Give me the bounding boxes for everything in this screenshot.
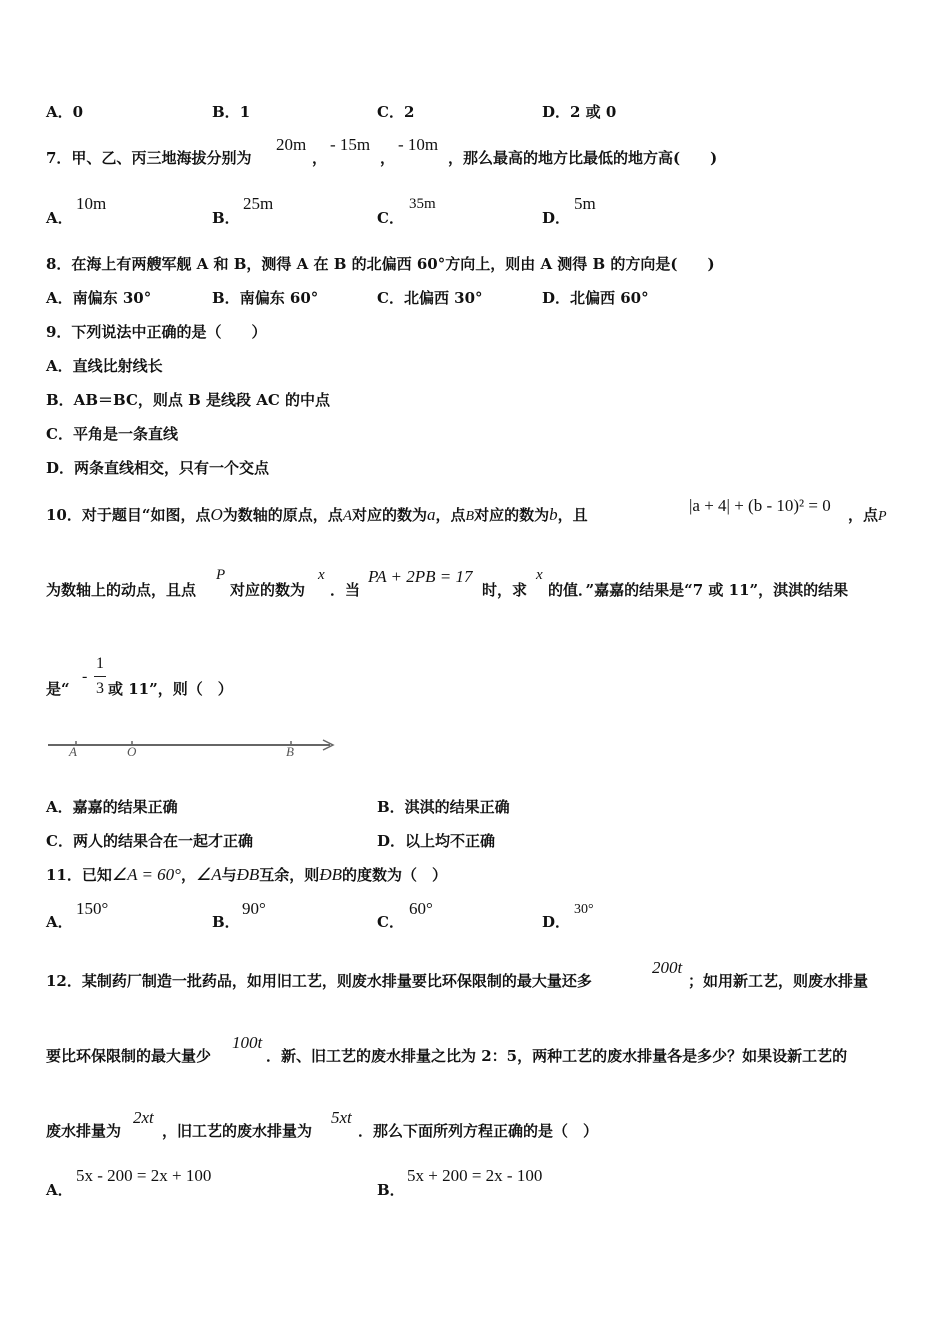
option-text: 2	[403, 103, 415, 121]
q6-option-a	[46, 102, 83, 122]
q10-equation-2: PA + 2PB = 17	[368, 567, 473, 586]
q10-text: 对应的数为	[351, 506, 427, 524]
axis-label-b: B	[286, 744, 294, 759]
q10-option-d: D．以上均不正确	[377, 832, 496, 850]
option-label: B．	[212, 103, 240, 121]
q12-option-a-label: A．	[46, 1181, 73, 1199]
option-label: A．	[46, 103, 73, 121]
q10-fraction-num: 1	[96, 655, 104, 672]
q12-line-3a: 废水排量为	[46, 1122, 122, 1140]
q10-equation: |a + 4| + (b - 10)² = 0	[689, 496, 831, 515]
point-o: O	[210, 505, 223, 524]
q6-option-c	[377, 102, 414, 122]
option-text: 北偏西 60°	[570, 289, 649, 307]
q7-stem-suffix: ，那么最高的地方比最低的地方高( )	[448, 149, 718, 167]
q12-line-2b: ．新、旧工艺的废水排量之比为 2：5，两种工艺的废水排量各是多少？如果设新工艺的	[266, 1047, 848, 1065]
q10-point-p: P	[216, 567, 226, 583]
q8-option-d	[542, 288, 649, 308]
q12-line-3b: ，旧工艺的废水排量为	[162, 1122, 313, 1140]
q12-line-1b: ；如用新工艺，则废水排量	[688, 972, 869, 990]
q11-angle-a-2: ∠A	[195, 865, 222, 884]
option-label: B．	[212, 289, 240, 307]
q7-option-b-text: 25m	[243, 194, 274, 213]
q7-option-d-label: D．	[542, 209, 571, 227]
q7-option-a-label: A．	[46, 209, 73, 227]
q10-option-c: C．两人的结果合在一起才正确	[46, 832, 253, 850]
q10-text: 对应的数为	[474, 506, 550, 524]
option-label: D．	[542, 103, 571, 121]
q12-line-2a: 要比环保限制的最大量少	[46, 1047, 212, 1065]
q12-option-b-label: B．	[377, 1181, 405, 1199]
q10-line-1	[46, 505, 588, 527]
q7-stem-prefix: 7．甲、乙、丙三地海拔分别为	[46, 149, 252, 167]
q10-text: ，点	[435, 506, 466, 524]
option-text: 南偏东 30°	[72, 289, 152, 307]
q11-option-a-label: A．	[46, 913, 73, 931]
q8-stem: 8．在海上有两艘军舰 A 和 B，测得 A 在 B 的北偏西 60°方向上，则由 A 测得 B 的方向是( )	[46, 255, 715, 273]
q10-line-2d: 时，求	[482, 581, 528, 599]
q12-value-5xt: 5xt	[331, 1108, 352, 1127]
q11-angle-a: ∠A = 60°	[111, 865, 181, 884]
q10-line-2c: ．当	[330, 581, 361, 599]
q12-line-1a: 12．某制药厂制造一批药品，如用旧工艺，则废水排量要比环保限制的最大量还多	[46, 972, 592, 990]
option-text: 北偏西 30°	[403, 289, 483, 307]
q9-stem: 9．下列说法中正确的是（ ）	[46, 323, 267, 341]
option-label: C．	[377, 103, 404, 121]
q7-option-d-text: 5m	[574, 194, 596, 213]
q11-angle-b: ÐB	[236, 865, 260, 884]
option-text: 0	[72, 103, 84, 121]
q8-option-a	[46, 288, 151, 308]
q10-line-2b: 对应的数为	[230, 581, 306, 599]
q7-value-2: - 15m	[330, 135, 371, 154]
q10-text: 10．对于题目“如图，点	[46, 506, 211, 524]
number-axis-svg	[46, 735, 341, 765]
q11-text: 互余，则	[259, 866, 320, 884]
option-text: 2 或 0	[570, 103, 617, 121]
q11-option-a-text: 150°	[76, 899, 109, 918]
q12-option-b-text: 5x + 200 = 2x - 100	[407, 1166, 543, 1185]
q11-option-d-text: 30°	[574, 902, 594, 917]
q10-var-x-2: x	[536, 567, 543, 583]
q12-value-200t: 200t	[652, 958, 683, 977]
q10-fraction-den: 3	[96, 680, 104, 697]
q11-text: 11．已知	[46, 866, 112, 884]
q10-fraction-minus: -	[82, 668, 88, 685]
q12-value-100t: 100t	[232, 1033, 263, 1052]
q11-stem	[46, 865, 447, 885]
q7-value-3: - 10m	[398, 135, 439, 154]
q7-value-1: 20m	[276, 135, 307, 154]
fraction-bar	[94, 676, 106, 677]
option-text: 1	[239, 103, 251, 121]
q12-option-a-text: 5x - 200 = 2x + 100	[76, 1166, 212, 1185]
q9-option-a: A．直线比射线长	[46, 357, 163, 375]
q10-option-a: A．嘉嘉的结果正确	[46, 798, 178, 816]
q10-line-3a: 是“	[46, 680, 70, 698]
q10-text: ，且	[557, 506, 588, 524]
point-b: B	[465, 509, 475, 524]
q9-option-d: D．两条直线相交，只有一个交点	[46, 459, 270, 477]
q7-option-b-label: B．	[212, 209, 240, 227]
q7-option-a-text: 10m	[76, 194, 107, 213]
q10-option-b: B．淇淇的结果正确	[377, 798, 510, 816]
option-label: D．	[542, 289, 571, 307]
q7-option-c-text: 35m	[409, 196, 436, 212]
q11-angle-b-2: ÐB	[319, 865, 342, 884]
axis-label-a: A	[69, 744, 77, 759]
q11-text: 与	[221, 866, 237, 884]
q9-option-b: B．AB＝BC，则点 B 是线段 AC 的中点	[46, 391, 331, 409]
q10-var-x: x	[318, 567, 325, 583]
q6-option-d	[542, 102, 616, 122]
q10-line-1-end	[848, 505, 887, 527]
q10-line-2e: 的值．”嘉嘉的结果是“7 或 11”，淇淇的结果	[548, 581, 849, 599]
q11-option-c-label: C．	[377, 913, 404, 931]
q11-text: ，	[180, 866, 196, 884]
number-axis	[46, 735, 341, 765]
var-a: a	[427, 505, 436, 524]
q11-option-c-text: 60°	[409, 899, 433, 918]
q12-line-3c: ．那么下面所列方程正确的是（ ）	[358, 1122, 599, 1140]
option-label: C．	[377, 289, 404, 307]
axis-label-o: O	[127, 744, 137, 759]
var-b: b	[549, 505, 558, 524]
q7-option-c-label: C．	[377, 209, 404, 227]
q10-line-3b: 或 11”，则（ ）	[108, 680, 233, 698]
q10-text: ，点	[848, 506, 879, 524]
q11-option-b-text: 90°	[242, 899, 266, 918]
q11-option-b-label: B．	[212, 913, 240, 931]
q8-option-b	[212, 288, 318, 308]
q11-text: 的度数为（ ）	[341, 866, 447, 884]
q10-line-2a: 为数轴上的动点，且点	[46, 581, 197, 599]
option-text: 南偏东 60°	[239, 289, 319, 307]
q9-option-c: C．平角是一条直线	[46, 425, 178, 443]
q11-option-d-label: D．	[542, 913, 571, 931]
point-a: A	[342, 508, 352, 524]
option-label: A．	[46, 289, 73, 307]
q6-option-b	[212, 102, 250, 122]
point-p: P	[878, 509, 887, 524]
q7-comma-1: ，	[312, 149, 328, 167]
q7-comma-2: ，	[380, 149, 396, 167]
q8-option-c	[377, 288, 483, 308]
q12-value-2xt: 2xt	[133, 1108, 154, 1127]
q10-text: 为数轴的原点，点	[222, 506, 343, 524]
